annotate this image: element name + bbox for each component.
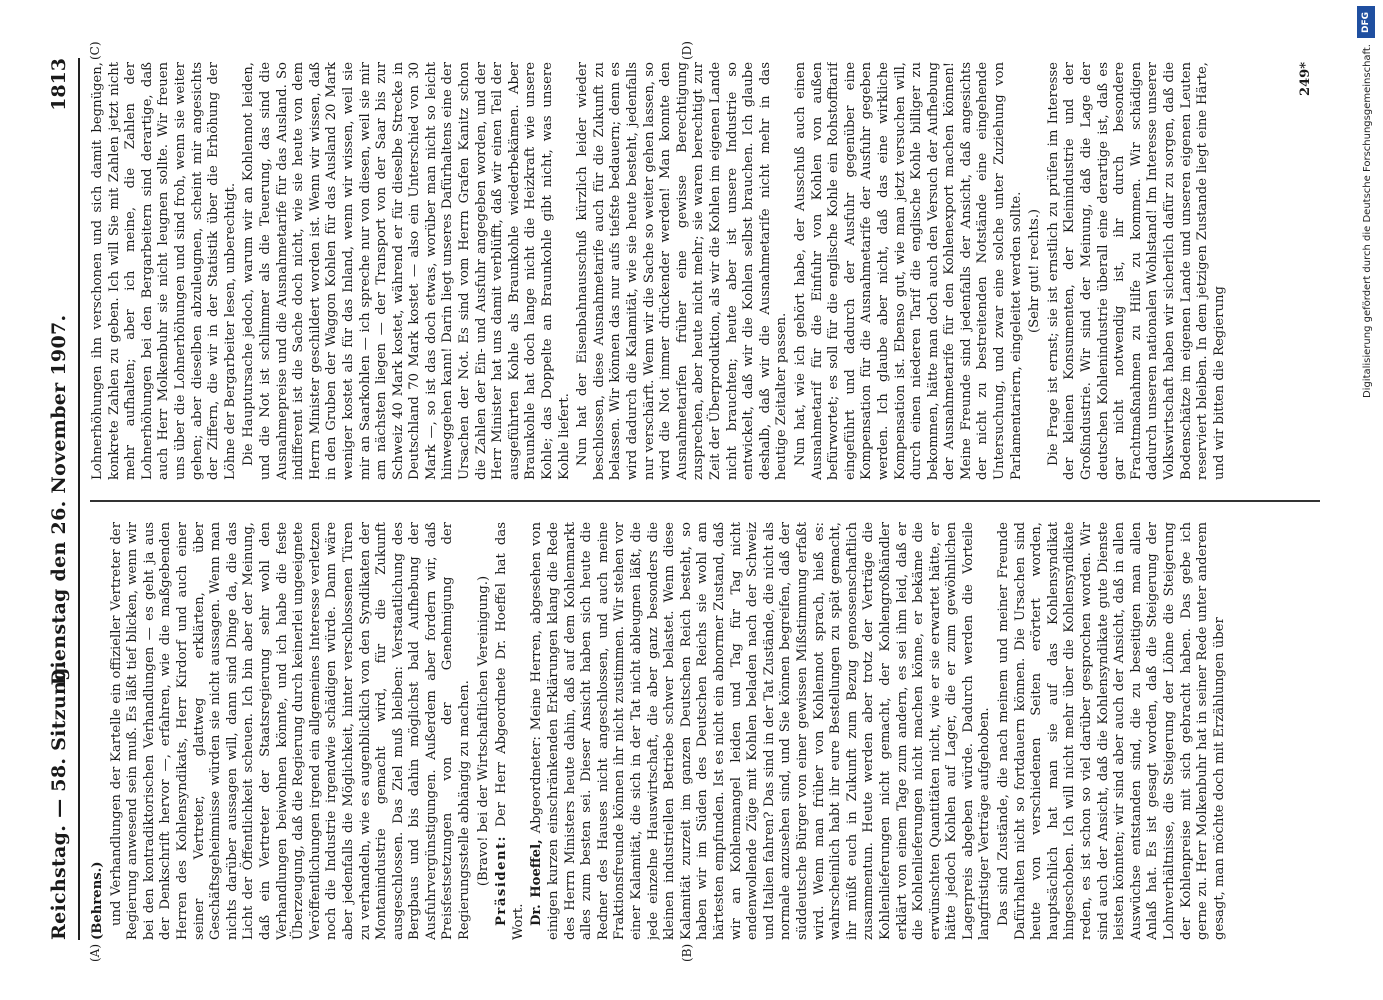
speaker-intro: Dr. Hoeffel, Abgeordneter: Meine Herren, abgesehen von einigen kurzen einschränkenden Erklärungen klang die Rede des Herrn Ministers heute dahin, daß auf dem Kohlenmarkt alles zum besten sei. Dieser Ansicht haben sich heute die Redner des Hauses nicht angeschlossen, und auch meine Fraktionsfreunde können ihr nicht zustimmen. Wir stehen vor einer Kalamität, die sich in der Tat nicht ableugnen läßt, die jede einzelne Hauswirtschaft, die aber ganz besonders die kleinen industriellen Betriebe schwer belastet. Wenn diese Kalamität zurzeit im ganzen Deutschen Reich besteht, so haben wir im Süden des Deutschen Reichs sie wohl am härtesten empfunden. Ist es nicht ein abnormer Zustand, daß wir an Kohlenmangel leiden und Tag für Tag nicht endenwollende Züge mit Kohlen beladen nach der Schweiz und Italien fahren? Das sind in der Tat Zustände, die nicht als normale anzusehen sind, und Sie können begreifen, daß der süddeutsche Bürger von einer gewissen Mißstimmung erfaßt wird. Wenn man früher von Kohlennot sprach, hieß es: wahrscheinlich habt ihr eure Bestellungen zu spät gemacht, ihr müßt euch in Zukunft zum Bezug genossenschaftlich zusammentun. Heute werden aber trotz der Verträge die Kohlenlieferungen nicht gemacht, der Kohlengroßhändler erklärt von einem Tage zum andern, es sei ihm leid, daß er die Kohlenlieferungen nicht machen könne, er bekäme die erwünschten Quantitäten nicht, wie er sie erwartet hätte, er hätte jedoch Kohlen auf Lager, die er zum gewöhnlichen Lagerpreis abgeben würde. Dadurch werden die Vorteile langfristiger Verträge aufgehoben. (529, 522, 993, 940)
dfg-logo: DFG (1357, 6, 1375, 38)
left-column (90, 522, 1320, 940)
page-number: 1813 (48, 58, 70, 111)
rotated-document-page (40, 40, 1330, 960)
paragraph: Das sind Zustände, die nach meinem und meiner Freunde Dafürhalten nicht so fortdauern können. Die Ursachen sind heute von verschiedenen Seiten erörtert worden, hauptsächlich hat man sie auf das Kohlensyndikat hingeschoben. Ich will nicht mehr über die Kohlensyndikate reden, es ist schon so viel darüber gesprochen worden. Wir sind auch der Ansicht, daß die Kohlensyndikate gute Dienste leisten könnten; wir sind aber auch der Ansicht, daß in allen Auswüchse entstanden sind, die zu beseitigen man allen Anlaß hat. Es ist gesagt worden, daß die Steigerung der Lohnverhältnisse, die Steigerung der Löhne die Steigerung der Kohlenpreise mit sich gebracht haben. Das gebe ich gerne zu. Herr Molkenbuhr hat in seiner Rede unter anderem gesagt, man möchte doch mit Erzählungen über (996, 522, 1227, 940)
header-date: Dienstag den 26. November 1907. (48, 314, 70, 686)
paragraph: Nun hat, wie ich gehört habe, der Ausschuß auch einen Ausnahmetarif für die Einfuhr von Kohlen von außen befürwortet; es soll für die englische Kohle ein Rohstofftarif eingeführt und dadurch der Ausfuhr gegenüber eine Kompensation für die Ausnahmetarife der Ausfuhr gegeben werden. Ich glaube aber nicht, daß das eine wirkliche Kompensation ist. Ebenso gut, wie man jetzt versuchen will, durch einen niederen Tarif die englische Kohle billiger zu bekommen, hätte man doch auch den Versuch der Aufhebung der Ausnahmetarife für den Kohlenexport machen können! Meine Freunde sind jedenfalls der Ansicht, daß angesichts der nicht zu bestreitenden Notstände eine eingehende Untersuchung, und zwar eine solche unter Zuziehung von Parlamentariern, eingeleitet werden sollte. (792, 62, 1024, 480)
header-rule (78, 58, 80, 940)
margin-marker-c: (C) (88, 41, 102, 60)
applause-note: (Bravo! bei der Wirtschaftlichen Vereinigung.) (475, 575, 491, 887)
applause-note: (Sehr gut! rechts.) (1027, 208, 1043, 334)
right-column (90, 62, 1320, 480)
header-session: Reichstag. — 58. Sitzung. (48, 660, 70, 940)
margin-marker-b: (B) (680, 943, 694, 962)
page-header (40, 40, 74, 960)
dfg-credit-text: Digitalisierung gefördert durch die Deutsche Forschungsgemeinschaft. (1362, 44, 1373, 399)
dfg-credit-strip (1350, 0, 1383, 1000)
column-divider (90, 501, 1320, 503)
signature-mark: 249* (1298, 62, 1313, 96)
paragraph: Nun hat der Eisenbahnausschuß kürzlich leider wieder beschlossen, diese Ausnahmetarife auch für die Zukunft zu belassen. Wir können das nur aufs tiefste bedauern; denn es wird dadurch die Kalamität, wie sie heute besteht, jedenfalls nur verschärft. Wenn wir die Sache so weiter gehen lassen, so wird die Not immer drückender werden! Man konnte den Ausnahmetarifen früher eine gewisse Berechtigung zusprechen, aber heute nicht mehr; sie waren berechtigt zur Zeit der Überproduktion, als wir die Kohlen im eigenen Lande nicht brauchten; heute aber ist unsere Industrie so entwickelt, daß wir die Kohlen selbst brauchen. Ich glaube deshalb, daß wir die Ausnahmetarife nicht mehr in das heutige Zeitalter passen. (575, 62, 790, 480)
margin-marker-a: (A) (88, 943, 102, 962)
paragraph: und Verhandlungen der Kartelle ein offizieller Vertreter der Regierung anwesend sein muß. Es läßt tief blicken, wenn wir bei den kontradiktorischen Verhandlungen — es geht ja aus der Denkschrift hervor —, erfahren, wie die maßgebenden Herren des Kohlensyndikats, Herr Kirdorf und auch einer seiner Vertreter, glattweg erklärten, über Geschäftsgeheimnisse würden sie nicht aussagen. Wenn man nichts darüber aussagen will, dann sind Dinge da, die das Licht der Öffentlichkeit scheuen. Ich bin aber der Meinung, daß ein Vertreter der Staatsregierung sehr wohl den Verhandlungen beiwohnen könnte, und ich habe die feste Überzeugung, daß die Regierung durch keinerlei ungeeignete Veröffentlichungen irgend ein allgemeines Interesse verletzen noch die Industrie irgendwie schädigen würde. Dann wäre aber jedenfalls die Möglichkeit, hinter verschlossenen Türen zu verhandeln, wie es augenblicklich von den Syndikaten der Montanindustrie gemacht wird, für die Zukunft ausgeschlossen. Das Ziel muß bleiben: Verstaatlichung des Bergbaus und bis dahin möglichst bald Aufhebung der Ausfuhrvergünstigungen. Außerdem aber fordern wir, daß Preisfestsetzungen von der Genehmigung der Regierungsstelle abhängig zu machen. (108, 522, 473, 940)
president-statement: Präsident: Der Herr Abgeordnete Dr. Hoeffel hat das Wort. (494, 522, 526, 940)
speaker-prefix: (Behrens.) (90, 861, 105, 940)
paragraph: Die Hauptursache jedoch, warum wir an Kohlennot leiden, und die Not ist schlimmer als die Teuerung, das sind die Ausnahmepreise und die Ausnahmetarife für das Ausland. So indifferent ist die Sache doch nicht, wie sie heute von dem Herrn Minister geschildert worden ist. Wenn wir wissen, daß in den Gruben der Waggon Kohlen für das Ausland 20 Mark weniger kostet als für das Inland, wenn wir wissen, weil sie mir an Saarkohlen — ich spreche nur von diesen, weil sie mir am nächsten liegen — der Transport von der Saar bis zur Schweiz 40 Mark kostet, während er für dieselbe Strecke in Deutschland 70 Mark kostet — also ein Unterschied von 30 Mark —, so ist das doch etwas, worüber man nicht so leicht hinweggehen kann! Darin liegt unseres Dafürhaltens eine der Ursachen der Not. Es sind vom Herrn Grafen Kanitz schon die Zahlen der Ein- und Ausfuhr angegeben worden, und der Herr Minister hat uns damit verblüfft, daß wir einen Teil der ausgeführten Kohle als Braunkohle wiederbekämen. Aber Braunkohle hat doch lange nicht die Heizkraft wie unsere Kohle; das Doppelte an Braunkohle gibt nicht, was unsere Kohle liefert. (241, 62, 572, 480)
paragraph: Lohnerhöhungen ihn verschonen und sich damit begnügen, konkrete Zahlen zu geben. Ich will Sie mit Zahlen jetzt nicht mehr aufhalten; aber ich meine, die Zahlen der Lohnerhöhungen bei den Bergarbeitern sind derartige, daß auch Herr Molkenbuhr sie nicht leugnen sollte. Wir freuen uns über die Lohnerhöhungen und sind froh, wenn sie weiter gehen; aber dieselben abzuleugnen, scheint mir angesichts der Ziffern, die wir in der Statistik über die Erhöhung der Löhne der Bergarbeiter lesen, unberechtigt. (90, 62, 238, 480)
paragraph: Die Frage ist ernst; sie ist ernstlich zu prüfen im Interesse der kleinen Konsumenten, der Kleinindustrie und der Großindustrie. Wir sind der Meinung, daß die Lage der deutschen Kohlenindustrie überall eine derartige ist, daß es gar nicht notwendig ist, ihr durch besondere Frachtmaßnahmen zu Hilfe zu kommen. Wir schädigen dadurch unseren nationalen Wohlstand! Im Interesse unserer Volkswirtschaft haben wir sicherlich dafür zu sorgen, daß die Bodenschätze im eigenen Lande und unseren eigenen Leuten reserviert bleiben. In dem jetzigen Zustande liegt eine Härte, und wir bitten die Regierung (1045, 62, 1227, 480)
margin-marker-d: (D) (680, 41, 694, 60)
